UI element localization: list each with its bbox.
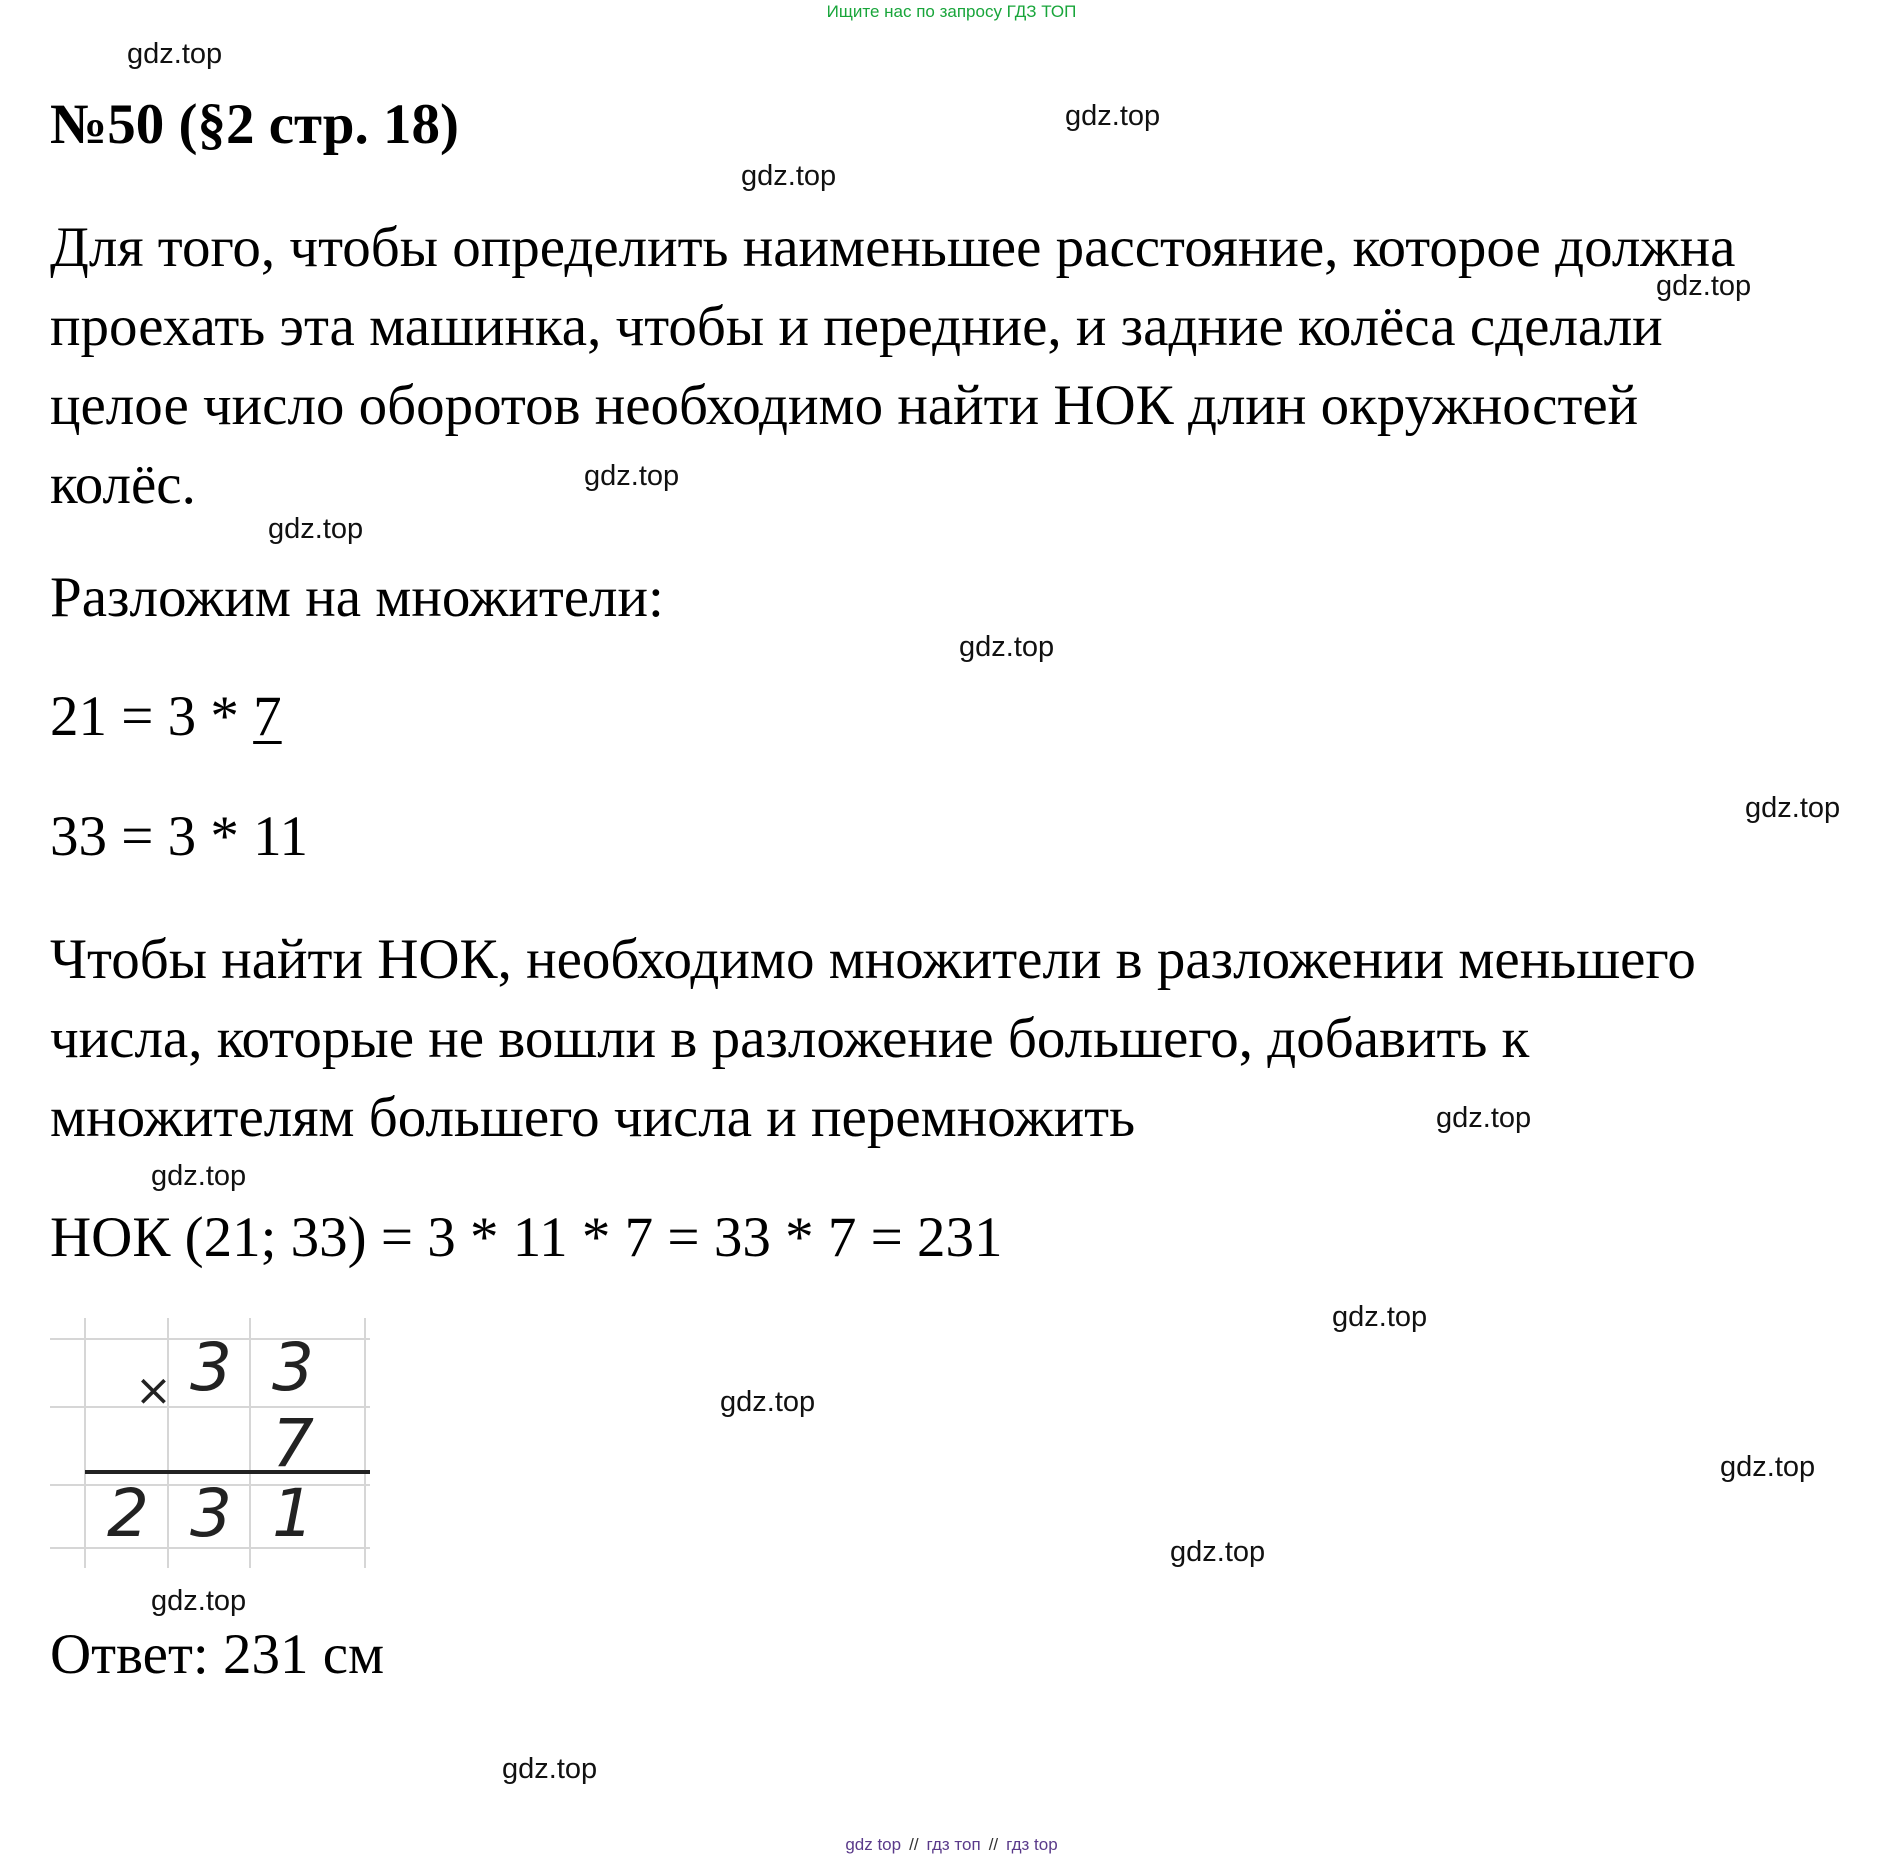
answer-line: Ответ: 231 см	[50, 1623, 385, 1686]
watermark: gdz.top	[1332, 1301, 1428, 1333]
intro-line: целое число оборотов необходимо найти НОК длин окружностей	[50, 374, 1639, 437]
intro-line: колёс.	[50, 453, 196, 516]
watermark: gdz.top	[127, 38, 223, 70]
result-digit: 1	[272, 1475, 314, 1552]
bottom-links	[0, 1836, 1903, 1854]
watermark: gdz.top	[1065, 100, 1161, 132]
bottom-link-separator: //	[909, 1835, 919, 1854]
watermark: gdz.top	[1170, 1536, 1266, 1568]
page-title: №50 (§2 стр. 18)	[50, 93, 459, 156]
lcm-line: НОК (21; 33) = 3 * 11 * 7 = 33 * 7 = 231	[50, 1206, 1003, 1269]
bottom-link[interactable]: гдз топ	[926, 1835, 981, 1854]
watermark: gdz.top	[268, 513, 364, 545]
multiplier-digit: 7	[272, 1405, 314, 1482]
rule-line: числа, которые не вошли в разложение большего, добавить к	[50, 1007, 1530, 1070]
equation-21	[50, 684, 282, 750]
bottom-link[interactable]: gdz top	[845, 1835, 902, 1854]
watermark: gdz.top	[151, 1160, 247, 1192]
result-digit: 3	[190, 1475, 232, 1552]
watermark: gdz.top	[720, 1386, 816, 1418]
rule-paragraph	[50, 920, 1890, 1157]
watermark: gdz.top	[584, 460, 680, 492]
intro-paragraph	[50, 208, 1890, 524]
bottom-link[interactable]: гдз top	[1006, 1835, 1058, 1854]
multiplicand-digit: 3	[272, 1329, 314, 1406]
watermark: gdz.top	[502, 1753, 598, 1785]
bottom-link-separator: //	[988, 1835, 999, 1854]
watermark: gdz.top	[151, 1585, 247, 1617]
column-multiplication	[50, 1318, 370, 1568]
multiplicand-digit: 3	[190, 1329, 232, 1406]
equation-21-underlined-factor: 7	[253, 685, 282, 748]
result-digit: 2	[107, 1475, 149, 1552]
watermark: gdz.top	[1656, 270, 1752, 302]
watermark: gdz.top	[1720, 1451, 1816, 1483]
rule-line: множителям большего числа и перемножить	[50, 1086, 1136, 1149]
top-banner: Ищите нас по запросу ГДЗ ТОП	[826, 2, 1077, 21]
multiply-sign: ×	[135, 1365, 172, 1416]
watermark: gdz.top	[741, 160, 837, 192]
intro-line: проехать эта машинка, чтобы и передние, и задние колёса сделали	[50, 295, 1663, 358]
factor-heading: Разложим на множители:	[50, 566, 664, 629]
watermark: gdz.top	[1436, 1102, 1532, 1134]
watermark: gdz.top	[1745, 792, 1841, 824]
intro-line: Для того, чтобы определить наименьшее расстояние, которое должна	[50, 216, 1736, 279]
equation-33: 33 = 3 * 11	[50, 805, 309, 868]
watermark: gdz.top	[959, 631, 1055, 663]
equation-21-left: 21 = 3 *	[50, 685, 254, 748]
rule-line: Чтобы найти НОК, необходимо множители в разложении меньшего	[50, 928, 1696, 991]
